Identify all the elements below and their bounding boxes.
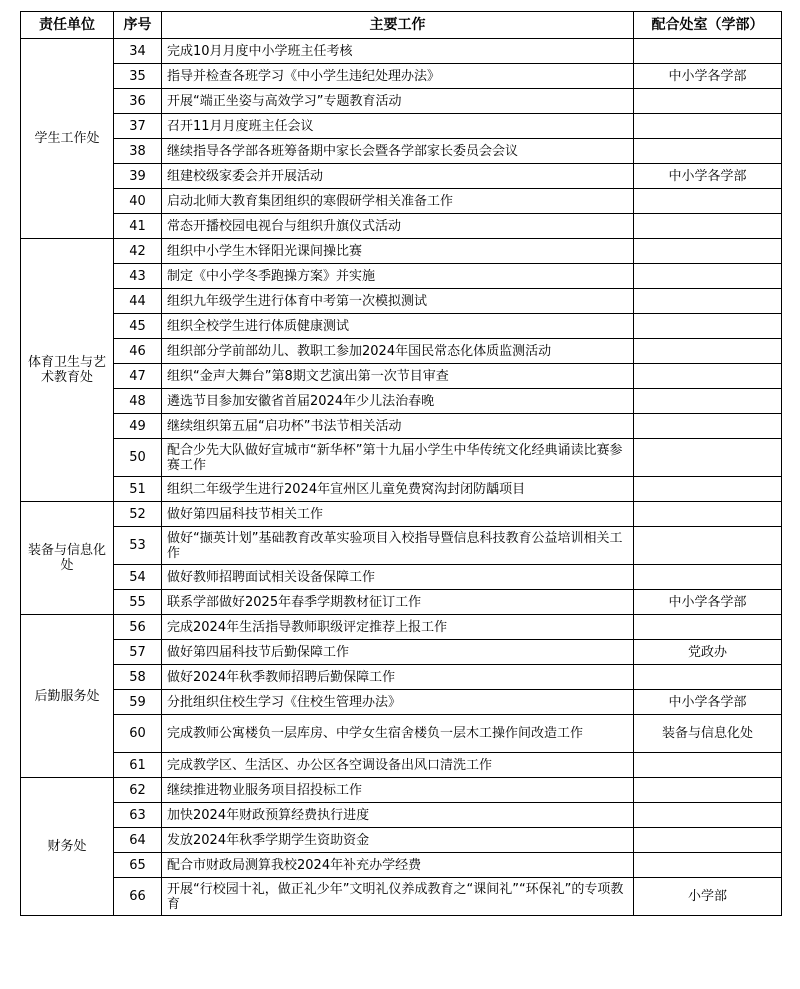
task-cell: 组织“金声大舞台”第8期文艺演出第一次节目审查 — [162, 364, 634, 389]
table-row — [21, 239, 782, 264]
num-cell: 60 — [114, 715, 162, 753]
num-cell: 35 — [114, 64, 162, 89]
num-cell: 37 — [114, 114, 162, 139]
table-row — [21, 715, 782, 753]
table-row — [21, 339, 782, 364]
coop-cell — [634, 565, 782, 590]
task-cell: 组织二年级学生进行2024年宣州区儿童免费窝沟封闭防龋项目 — [162, 477, 634, 502]
table-row — [21, 389, 782, 414]
table-row — [21, 753, 782, 778]
coop-cell — [634, 114, 782, 139]
num-cell: 61 — [114, 753, 162, 778]
num-cell: 42 — [114, 239, 162, 264]
task-cell: 组织全校学生进行体质健康测试 — [162, 314, 634, 339]
table-row — [21, 502, 782, 527]
task-cell: 加快2024年财政预算经费执行进度 — [162, 803, 634, 828]
table-row — [21, 164, 782, 189]
num-cell: 55 — [114, 590, 162, 615]
task-cell: 完成2024年生活指导教师职级评定推荐上报工作 — [162, 615, 634, 640]
table-row — [21, 39, 782, 64]
task-cell: 组织部分学前部幼儿、教职工参加2024年国民常态化体质监测活动 — [162, 339, 634, 364]
num-cell: 41 — [114, 214, 162, 239]
task-cell: 继续指导各学部各班筹备期中家长会暨各学部家长委员会会议 — [162, 139, 634, 164]
table-row — [21, 615, 782, 640]
coop-cell — [634, 389, 782, 414]
task-cell: 继续组织第五届“启功杯”书法节相关活动 — [162, 414, 634, 439]
num-cell: 48 — [114, 389, 162, 414]
num-cell: 66 — [114, 878, 162, 916]
table-row — [21, 264, 782, 289]
coop-cell — [634, 89, 782, 114]
task-cell: 配合少先大队做好宣城市“新华杯”第十九届小学生中华传统文化经典诵读比赛参赛工作 — [162, 439, 634, 477]
header-num: 序号 — [114, 12, 162, 39]
task-cell: 继续推进物业服务项目招投标工作 — [162, 778, 634, 803]
num-cell: 49 — [114, 414, 162, 439]
coop-cell — [634, 502, 782, 527]
table-row — [21, 640, 782, 665]
coop-cell — [634, 264, 782, 289]
table-row — [21, 778, 782, 803]
header-task: 主要工作 — [162, 12, 634, 39]
table-row — [21, 477, 782, 502]
task-cell: 完成教师公寓楼负一层库房、中学女生宿舍楼负一层木工操作间改造工作 — [162, 715, 634, 753]
task-cell: 配合市财政局测算我校2024年补充办学经费 — [162, 853, 634, 878]
coop-cell — [634, 139, 782, 164]
num-cell: 43 — [114, 264, 162, 289]
coop-cell — [634, 753, 782, 778]
task-cell: 常态开播校园电视台与组织升旗仪式活动 — [162, 214, 634, 239]
task-cell: 完成10月月度中小学班主任考核 — [162, 39, 634, 64]
num-cell: 50 — [114, 439, 162, 477]
coop-cell — [634, 314, 782, 339]
table-row — [21, 527, 782, 565]
task-cell: 指导并检查各班学习《中小学生违纪处理办法》 — [162, 64, 634, 89]
unit-cell: 装备与信息化处 — [21, 502, 114, 615]
coop-cell — [634, 828, 782, 853]
table-row — [21, 853, 782, 878]
coop-cell — [634, 239, 782, 264]
table-row — [21, 590, 782, 615]
table-row — [21, 439, 782, 477]
num-cell: 45 — [114, 314, 162, 339]
table-row — [21, 364, 782, 389]
task-cell: 做好教师招聘面试相关设备保障工作 — [162, 565, 634, 590]
table-row — [21, 64, 782, 89]
unit-cell: 财务处 — [21, 778, 114, 916]
num-cell: 39 — [114, 164, 162, 189]
coop-cell — [634, 39, 782, 64]
unit-cell: 学生工作处 — [21, 39, 114, 239]
table-row — [21, 565, 782, 590]
num-cell: 53 — [114, 527, 162, 565]
num-cell: 64 — [114, 828, 162, 853]
work-plan-table — [20, 11, 782, 916]
num-cell: 54 — [114, 565, 162, 590]
table-row — [21, 189, 782, 214]
num-cell: 65 — [114, 853, 162, 878]
coop-cell — [634, 439, 782, 477]
task-cell: 做好第四届科技节相关工作 — [162, 502, 634, 527]
table-row — [21, 690, 782, 715]
num-cell: 36 — [114, 89, 162, 114]
coop-cell: 党政办 — [634, 640, 782, 665]
task-cell: 完成教学区、生活区、办公区各空调设备出风口清洗工作 — [162, 753, 634, 778]
coop-cell — [634, 665, 782, 690]
coop-cell — [634, 414, 782, 439]
task-cell: 组织九年级学生进行体育中考第一次模拟测试 — [162, 289, 634, 314]
num-cell: 56 — [114, 615, 162, 640]
num-cell: 52 — [114, 502, 162, 527]
task-cell: 遴选节目参加安徽省首届2024年少儿法治春晚 — [162, 389, 634, 414]
num-cell: 40 — [114, 189, 162, 214]
table-row — [21, 114, 782, 139]
num-cell: 38 — [114, 139, 162, 164]
task-cell: 组建校级家委会并开展活动 — [162, 164, 634, 189]
num-cell: 34 — [114, 39, 162, 64]
table-row — [21, 878, 782, 916]
header-row — [21, 12, 782, 39]
num-cell: 62 — [114, 778, 162, 803]
table-row — [21, 414, 782, 439]
coop-cell: 中小学各学部 — [634, 590, 782, 615]
unit-cell: 体育卫生与艺术教育处 — [21, 239, 114, 502]
coop-cell — [634, 189, 782, 214]
num-cell: 46 — [114, 339, 162, 364]
coop-cell — [634, 778, 782, 803]
coop-cell: 小学部 — [634, 878, 782, 916]
num-cell: 58 — [114, 665, 162, 690]
coop-cell — [634, 364, 782, 389]
table-row — [21, 289, 782, 314]
coop-cell — [634, 803, 782, 828]
coop-cell — [634, 527, 782, 565]
task-cell: 召开11月月度班主任会议 — [162, 114, 634, 139]
task-cell: 组织中小学生木铎阳光课间操比赛 — [162, 239, 634, 264]
task-cell: 制定《中小学冬季跑操方案》并实施 — [162, 264, 634, 289]
coop-cell — [634, 477, 782, 502]
coop-cell: 中小学各学部 — [634, 164, 782, 189]
num-cell: 44 — [114, 289, 162, 314]
coop-cell: 中小学各学部 — [634, 690, 782, 715]
task-cell: 做好第四届科技节后勤保障工作 — [162, 640, 634, 665]
header-unit: 责任单位 — [21, 12, 114, 39]
num-cell: 59 — [114, 690, 162, 715]
coop-cell — [634, 853, 782, 878]
coop-cell — [634, 615, 782, 640]
header-coop: 配合处室（学部） — [634, 12, 782, 39]
coop-cell — [634, 339, 782, 364]
task-cell: 联系学部做好2025年春季学期教材征订工作 — [162, 590, 634, 615]
coop-cell — [634, 289, 782, 314]
task-cell: 发放2024年秋季学期学生资助资金 — [162, 828, 634, 853]
num-cell: 57 — [114, 640, 162, 665]
coop-cell: 中小学各学部 — [634, 64, 782, 89]
table-row — [21, 139, 782, 164]
num-cell: 63 — [114, 803, 162, 828]
task-cell: 做好2024年秋季教师招聘后勤保障工作 — [162, 665, 634, 690]
task-cell: 开展“端正坐姿与高效学习”专题教育活动 — [162, 89, 634, 114]
table-row — [21, 665, 782, 690]
table-row — [21, 314, 782, 339]
coop-cell — [634, 214, 782, 239]
task-cell: 开展“行校园十礼，做正礼少年”文明礼仪养成教育之“课间礼”“环保礼”的专项教育 — [162, 878, 634, 916]
task-cell: 启动北师大教育集团组织的寒假研学相关准备工作 — [162, 189, 634, 214]
table-row — [21, 214, 782, 239]
task-cell: 做好“撷英计划”基础教育改革实验项目入校指导暨信息科技教育公益培训相关工作 — [162, 527, 634, 565]
unit-cell: 后勤服务处 — [21, 615, 114, 778]
num-cell: 51 — [114, 477, 162, 502]
task-cell: 分批组织住校生学习《住校生管理办法》 — [162, 690, 634, 715]
table-row — [21, 803, 782, 828]
table-row — [21, 828, 782, 853]
num-cell: 47 — [114, 364, 162, 389]
table-row — [21, 89, 782, 114]
coop-cell: 装备与信息化处 — [634, 715, 782, 753]
